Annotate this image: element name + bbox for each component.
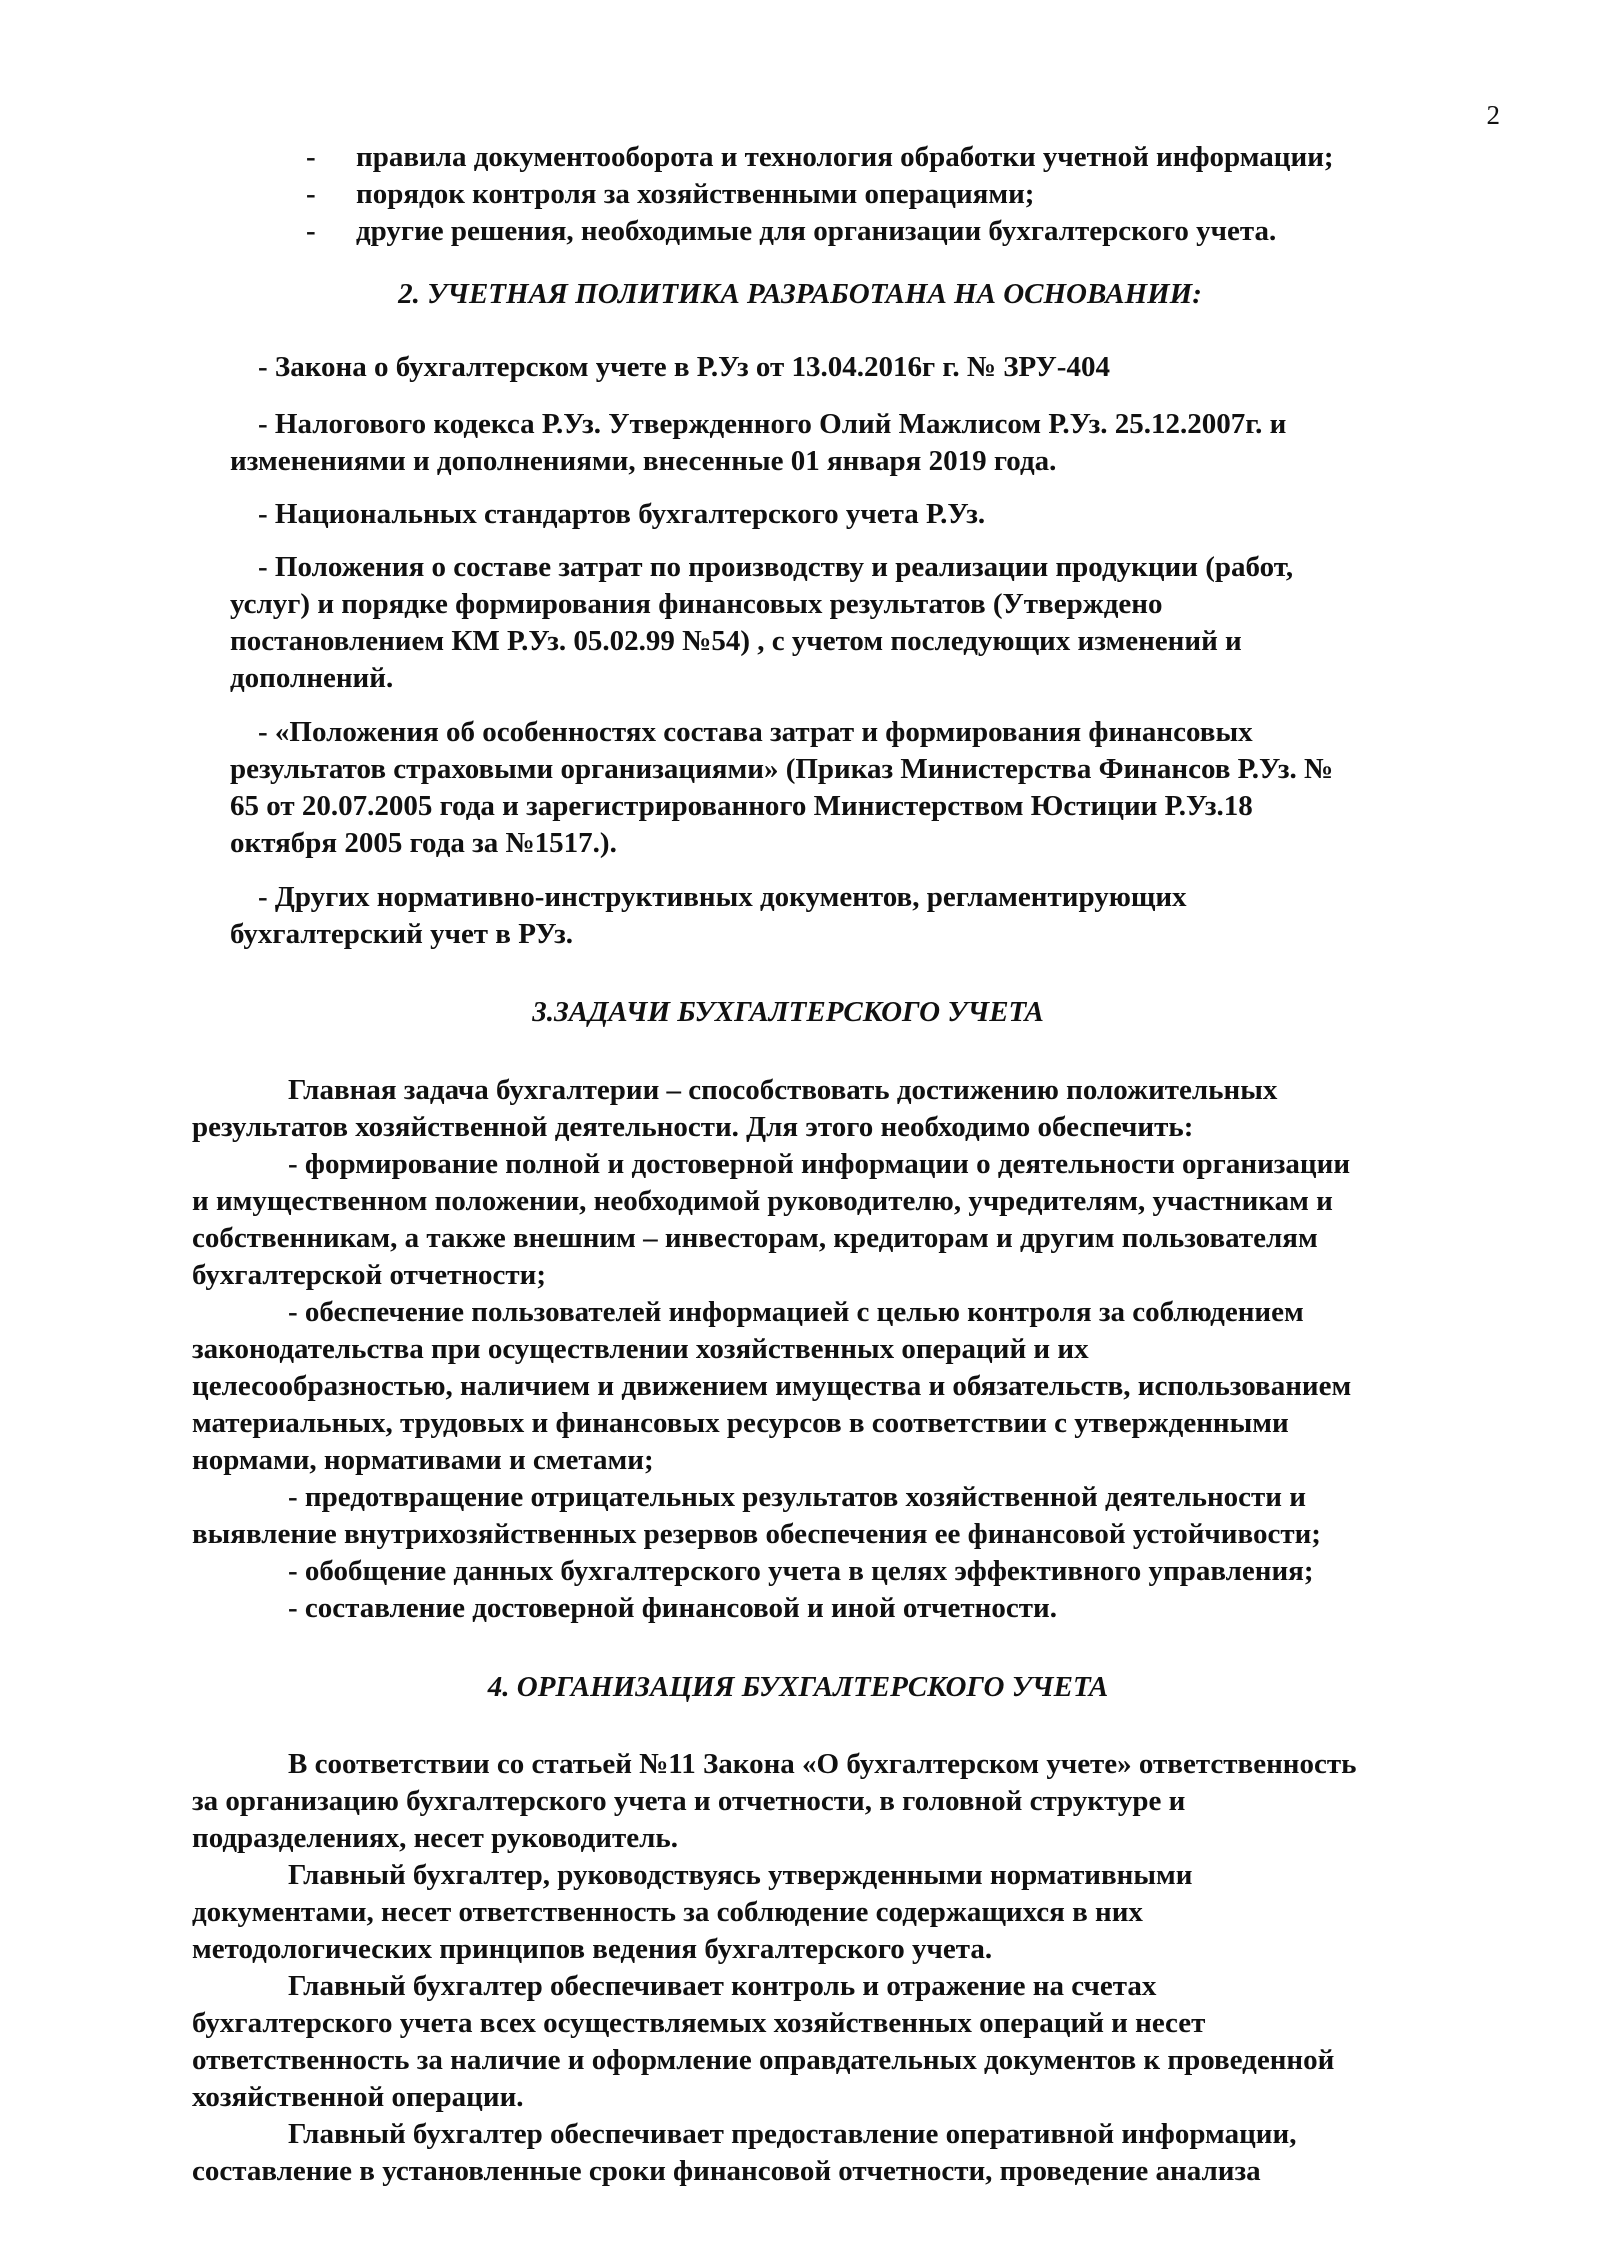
section-2-line: услуг) и порядке формирования финансовых результатов (Утверждено: [230, 588, 1163, 620]
section-4-line: Главный бухгалтер обеспечивает контроль и отражение на счетах: [288, 1970, 1157, 2002]
bullet-dash: -: [306, 141, 316, 173]
bullet-text: другие решения, необходимые для организации бухгалтерского учета.: [356, 215, 1277, 247]
section-2-line: 65 от 20.07.2005 года и зарегистрированного Министерством Юстиции Р.Уз.18: [230, 790, 1253, 822]
section-3-line: результатов хозяйственной деятельности. Для этого необходимо обеспечить:: [192, 1111, 1194, 1143]
section-3-line: собственникам, а также внешним – инвесторам, кредиторам и другим пользователям: [192, 1222, 1318, 1254]
section-2-line: бухгалтерский учет в РУз.: [230, 918, 574, 950]
section-4-line: Главный бухгалтер, руководствуясь утвержденными нормативными: [288, 1859, 1193, 1891]
bullet-dash: -: [306, 178, 316, 210]
section-2-line: дополнений.: [230, 662, 394, 694]
section-4-line: методологических принципов ведения бухгалтерского учета.: [192, 1933, 993, 1965]
section-4-line: подразделениях, несет руководитель.: [192, 1822, 678, 1854]
section-3-line: - формирование полной и достоверной информации о деятельности организации: [288, 1148, 1351, 1180]
section-4-line: хозяйственной операции.: [192, 2081, 524, 2113]
section-4-line: за организацию бухгалтерского учета и отчетности, в головной структуре и: [192, 1785, 1186, 1817]
section-3-line: - обеспечение пользователей информацией с целью контроля за соблюдением: [288, 1296, 1304, 1328]
section-3-line: бухгалтерской отчетности;: [192, 1259, 547, 1291]
section-2-line: - Положения о составе затрат по производству и реализации продукции (работ,: [258, 551, 1294, 583]
section-2-heading: 2. УЧЕТНАЯ ПОЛИТИКА РАЗРАБОТАНА НА ОСНОВАНИИ:: [398, 278, 1202, 310]
section-3-line: Главная задача бухгалтерии – способствовать достижению положительных: [288, 1074, 1278, 1106]
section-2-line: - Закона о бухгалтерском учете в Р.Уз от 13.04.2016г г. № ЗРУ-404: [258, 351, 1110, 383]
section-3-line: - составление достоверной финансовой и иной отчетности.: [288, 1592, 1057, 1624]
section-3-line: материальных, трудовых и финансовых ресурсов в соответствии с утвержденными: [192, 1407, 1289, 1439]
section-2-line: постановлением КМ Р.Уз. 05.02.99 №54) , с учетом последующих изменений и: [230, 625, 1242, 657]
section-2-line: - «Положения об особенностях состава затрат и формирования финансовых: [258, 716, 1253, 748]
section-2-line: - Налогового кодекса Р.Уз. Утвержденного Олий Мажлисом Р.Уз. 25.12.2007г. и: [258, 408, 1287, 440]
section-2-line: - Национальных стандартов бухгалтерского учета Р.Уз.: [258, 498, 986, 530]
section-3-heading: 3.ЗАДАЧИ БУХГАЛТЕРСКОГО УЧЕТА: [532, 996, 1044, 1028]
section-4-line: В соответствии со статьей №11 Закона «О бухгалтерском учете» ответственность: [288, 1748, 1357, 1780]
bullet-dash: -: [306, 215, 316, 247]
section-3-line: выявление внутрихозяйственных резервов обеспечения ее финансовой устойчивости;: [192, 1518, 1321, 1550]
section-3-line: - обобщение данных бухгалтерского учета в целях эффективного управления;: [288, 1555, 1314, 1587]
section-3-line: - предотвращение отрицательных результатов хозяйственной деятельности и: [288, 1481, 1306, 1513]
section-2-line: - Других нормативно-инструктивных документов, регламентирующих: [258, 881, 1187, 913]
bullet-text: порядок контроля за хозяйственными операциями;: [356, 178, 1035, 210]
section-4-line: бухгалтерского учета всех осуществляемых хозяйственных операций и несет: [192, 2007, 1206, 2039]
section-4-line: Главный бухгалтер обеспечивает предоставление оперативной информации,: [288, 2118, 1297, 2150]
section-4-line: документами, несет ответственность за соблюдение содержащихся в них: [192, 1896, 1143, 1928]
section-2-line: изменениями и дополнениями, внесенные 01 января 2019 года.: [230, 445, 1057, 477]
section-4-line: ответственность за наличие и оформление оправдательных документов к проведенной: [192, 2044, 1335, 2076]
section-3-line: и имущественном положении, необходимой руководителю, учредителям, участникам и: [192, 1185, 1333, 1217]
bullet-text: правила документооборота и технология обработки учетной информации;: [356, 141, 1334, 173]
section-4-heading: 4. ОРГАНИЗАЦИЯ БУХГАЛТЕРСКОГО УЧЕТА: [487, 1671, 1109, 1703]
section-3-line: нормами, нормативами и сметами;: [192, 1444, 654, 1476]
section-3-line: законодательства при осуществлении хозяйственных операций и их: [192, 1333, 1089, 1365]
section-4-line: составление в установленные сроки финансовой отчетности, проведение анализа: [192, 2155, 1261, 2187]
section-2-line: октября 2005 года за №1517.).: [230, 827, 617, 859]
section-2-line: результатов страховыми организациями» (Приказ Министерства Финансов Р.Уз. №: [230, 753, 1334, 785]
page-number: 2: [1486, 100, 1500, 130]
section-3-line: целесообразностью, наличием и движением имущества и обязательств, использованием: [192, 1370, 1352, 1402]
